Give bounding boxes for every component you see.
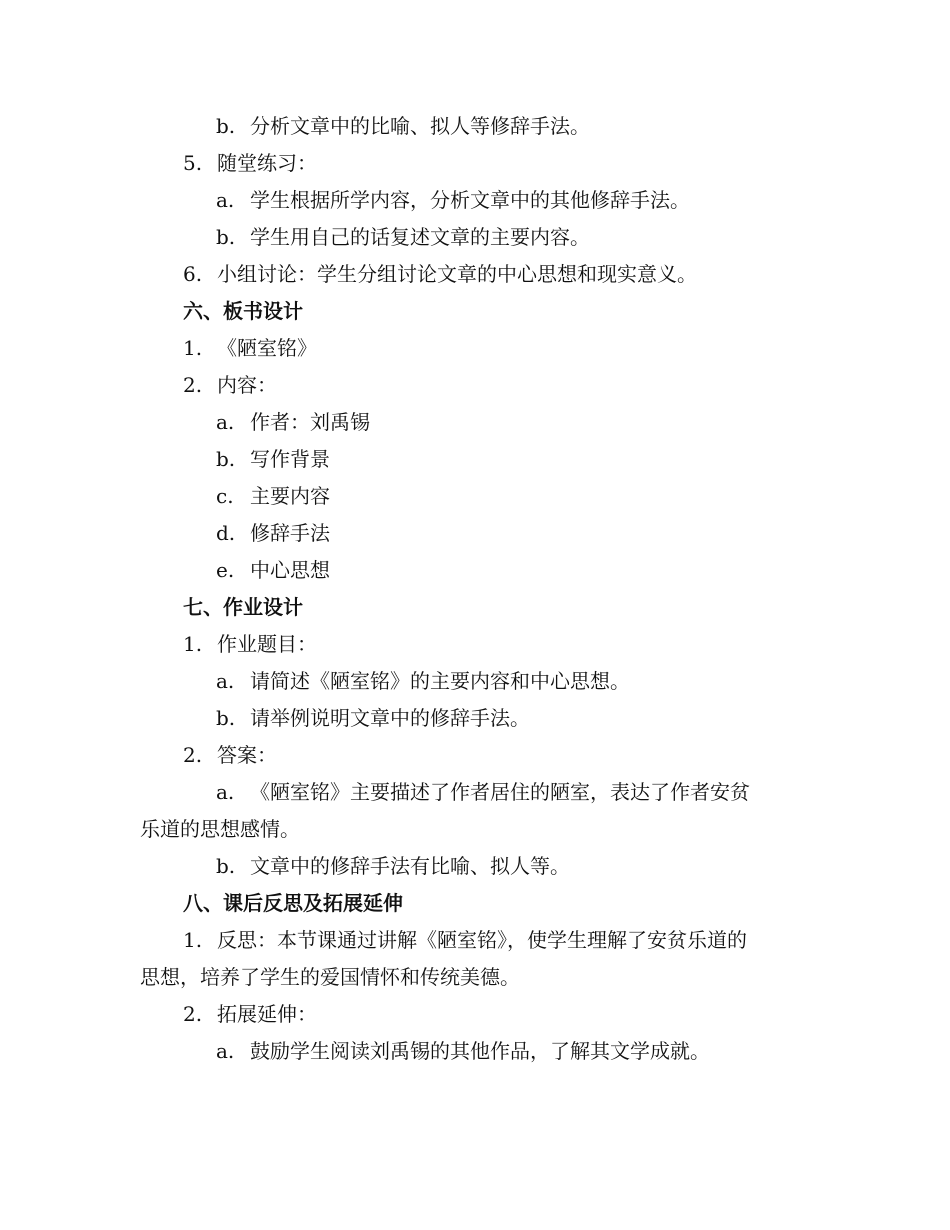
list-item-continuation: 思想，培养了学生的爱国情怀和传统美德。 [140, 965, 520, 989]
list-item [216, 1033, 710, 1070]
list-marker: a. [216, 780, 235, 804]
list-marker: e. [216, 558, 235, 582]
list-marker: c. [216, 484, 234, 508]
list-marker: a. [216, 410, 235, 434]
list-item [183, 922, 747, 959]
list-item-text: 《陋室铭》 [217, 336, 317, 360]
list-item [216, 663, 630, 700]
list-item-text: 《陋室铭》主要描述了作者居住的陋室，表达了作者安贫 [250, 780, 750, 804]
section-heading: 六、板书设计 [183, 299, 303, 323]
list-item-text: 文章中的修辞手法有比喻、拟人等。 [250, 854, 570, 878]
list-marker: d. [216, 521, 236, 545]
list-item [216, 441, 330, 478]
list-item [183, 367, 277, 404]
list-item [183, 626, 317, 663]
list-item [216, 848, 570, 885]
section-heading: 七、作业设计 [183, 595, 303, 619]
list-item [216, 182, 690, 219]
list-item-text: 作业题目： [217, 632, 317, 656]
list-marker: 2. [183, 373, 203, 397]
list-item-text: 作者：刘禹锡 [250, 410, 370, 434]
list-item [216, 552, 330, 589]
list-marker: b. [216, 854, 236, 878]
list-marker: a. [216, 1039, 235, 1063]
list-item [216, 515, 330, 552]
list-marker: a. [216, 188, 235, 212]
list-item-text: 内容： [217, 373, 277, 397]
list-item-text: 请简述《陋室铭》的主要内容和中心思想。 [250, 669, 630, 693]
list-marker: b. [216, 114, 236, 138]
list-marker: b. [216, 706, 236, 730]
list-item-text: 学生根据所学内容，分析文章中的其他修辞手法。 [250, 188, 690, 212]
list-item [183, 145, 317, 182]
list-item [216, 774, 750, 811]
list-item-text: 学生用自己的话复述文章的主要内容。 [250, 225, 590, 249]
list-item [216, 108, 590, 145]
list-marker: 5. [183, 151, 203, 175]
list-marker: b. [216, 225, 236, 249]
list-item [183, 330, 317, 367]
list-item-continuation: 乐道的思想感情。 [140, 817, 300, 841]
list-item [216, 219, 590, 256]
list-marker: 6. [183, 262, 203, 286]
list-item [183, 996, 317, 1033]
list-marker: 2. [183, 1002, 203, 1026]
list-item [216, 404, 370, 441]
list-item-text: 主要内容 [250, 484, 330, 508]
list-item [216, 478, 330, 515]
list-item-text: 写作背景 [250, 447, 330, 471]
list-item [216, 700, 530, 737]
list-marker: b. [216, 447, 236, 471]
list-item [183, 256, 697, 293]
list-item-text: 中心思想 [250, 558, 330, 582]
list-item-text: 分析文章中的比喻、拟人等修辞手法。 [250, 114, 590, 138]
list-item-text: 小组讨论：学生分组讨论文章的中心思想和现实意义。 [217, 262, 697, 286]
list-marker: 2. [183, 743, 203, 767]
section-heading: 八、课后反思及拓展延伸 [183, 891, 403, 915]
list-marker: 1. [183, 928, 203, 952]
list-item-text: 答案： [217, 743, 277, 767]
list-item-text: 修辞手法 [250, 521, 330, 545]
list-item-text: 鼓励学生阅读刘禹锡的其他作品，了解其文学成就。 [250, 1039, 710, 1063]
list-item-text: 拓展延伸： [217, 1002, 317, 1026]
list-marker: 1. [183, 336, 203, 360]
list-marker: a. [216, 669, 235, 693]
list-item-text: 随堂练习： [217, 151, 317, 175]
list-marker: 1. [183, 632, 203, 656]
list-item-text: 反思：本节课通过讲解《陋室铭》，使学生理解了安贫乐道的 [217, 928, 747, 952]
list-item [183, 737, 277, 774]
list-item-text: 请举例说明文章中的修辞手法。 [250, 706, 530, 730]
